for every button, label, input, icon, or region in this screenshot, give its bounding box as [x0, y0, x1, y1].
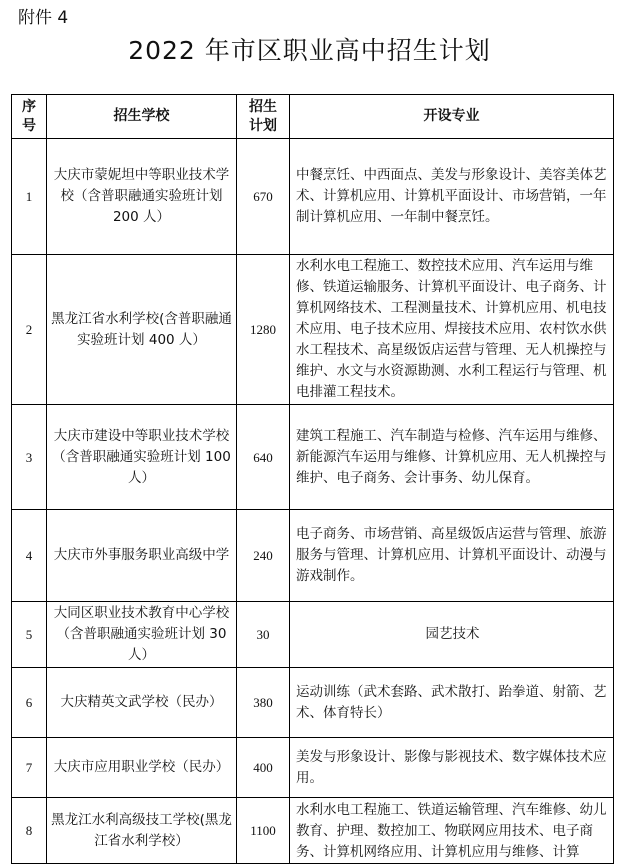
- row-majors: 水利水电工程施工、铁道运输管理、汽车维修、幼儿教育、护理、数控加工、物联网应用技术、电子商务、计算机网络应用、计算机应用与维修、计算: [290, 798, 614, 864]
- row-plan: 1100: [237, 798, 290, 864]
- row-no: 5: [12, 602, 47, 668]
- page-title: 2022 年市区职业高中招生计划: [128, 36, 491, 65]
- row-no: 2: [12, 255, 47, 405]
- header-plan-line1: 招生: [249, 98, 277, 115]
- row-school: 大庆市建设中等职业技术学校（含普职融通实验班计划 100 人）: [47, 405, 237, 510]
- table-row: [12, 738, 614, 798]
- row-no: 1: [12, 139, 47, 255]
- row-school: 大庆市应用职业学校（民办）: [47, 738, 237, 798]
- row-school: 黑龙江省水利学校(含普职融通实验班计划 400 人）: [47, 255, 237, 405]
- row-school: 大庆精英文武学校（民办）: [47, 668, 237, 738]
- row-plan: 640: [237, 405, 290, 510]
- row-no: 8: [12, 798, 47, 864]
- header-school: 招生学校: [47, 95, 237, 139]
- table-header-row: [12, 95, 614, 139]
- header-no: 序号: [12, 95, 47, 139]
- row-majors: 园艺技术: [290, 602, 614, 668]
- table-row: [12, 602, 614, 668]
- row-plan: 380: [237, 668, 290, 738]
- row-majors: 运动训练（武术套路、武术散打、跆拳道、射箭、艺术、体育特长）: [290, 668, 614, 738]
- table-row: [12, 255, 614, 405]
- header-plan-line2: 计划: [249, 117, 277, 134]
- row-majors: 美发与形象设计、影像与影视技术、数字媒体技术应用。: [290, 738, 614, 798]
- row-plan: 30: [237, 602, 290, 668]
- row-majors: 中餐烹饪、中西面点、美发与形象设计、美容美体艺术、计算机应用、计算机平面设计、市场营销，一年制计算机应用、一年制中餐烹饪。: [290, 139, 614, 255]
- enrollment-plan-table: [11, 94, 614, 864]
- row-majors: 建筑工程施工、汽车制造与检修、汽车运用与维修、新能源汽车运用与维修、计算机应用、无人机操控与维护、电子商务、会计事务、幼儿保育。: [290, 405, 614, 510]
- row-plan: 670: [237, 139, 290, 255]
- row-majors: 水利水电工程施工、数控技术应用、汽车运用与维修、铁道运输服务、计算机平面设计、电子商务、计算机网络技术、工程测量技术、计算机应用、机电技术应用、电子技术应用、焊接技术应用、农村饮水供水工程技术、高星级饭店运营与管理、无人机操控与维护、水文与水资源勘测、水利工程运行与管理、机电排灌工程技术。: [290, 255, 614, 405]
- table-row: [12, 139, 614, 255]
- row-no: 3: [12, 405, 47, 510]
- table-row: [12, 510, 614, 602]
- table-row: [12, 668, 614, 738]
- row-no: 7: [12, 738, 47, 798]
- row-school: 大庆市蒙妮坦中等职业技术学校（含普职融通实验班计划 200 人）: [47, 139, 237, 255]
- header-majors: 开设专业: [290, 95, 614, 139]
- header-plan: [237, 95, 290, 139]
- table-row: [12, 798, 614, 864]
- row-plan: 240: [237, 510, 290, 602]
- row-school: 黑龙江水利高级技工学校(黑龙江省水利学校）: [47, 798, 237, 864]
- row-no: 6: [12, 668, 47, 738]
- row-plan: 1280: [237, 255, 290, 405]
- table-row: [12, 405, 614, 510]
- row-majors: 电子商务、市场营销、高星级饭店运营与管理、旅游服务与管理、计算机应用、计算机平面设计、动漫与游戏制作。: [290, 510, 614, 602]
- row-plan: 400: [237, 738, 290, 798]
- attachment-label: 附件 4: [18, 8, 69, 28]
- row-no: 4: [12, 510, 47, 602]
- row-school: 大庆市外事服务职业高级中学: [47, 510, 237, 602]
- row-school: 大同区职业技术教育中心学校（含普职融通实验班计划 30 人）: [47, 602, 237, 668]
